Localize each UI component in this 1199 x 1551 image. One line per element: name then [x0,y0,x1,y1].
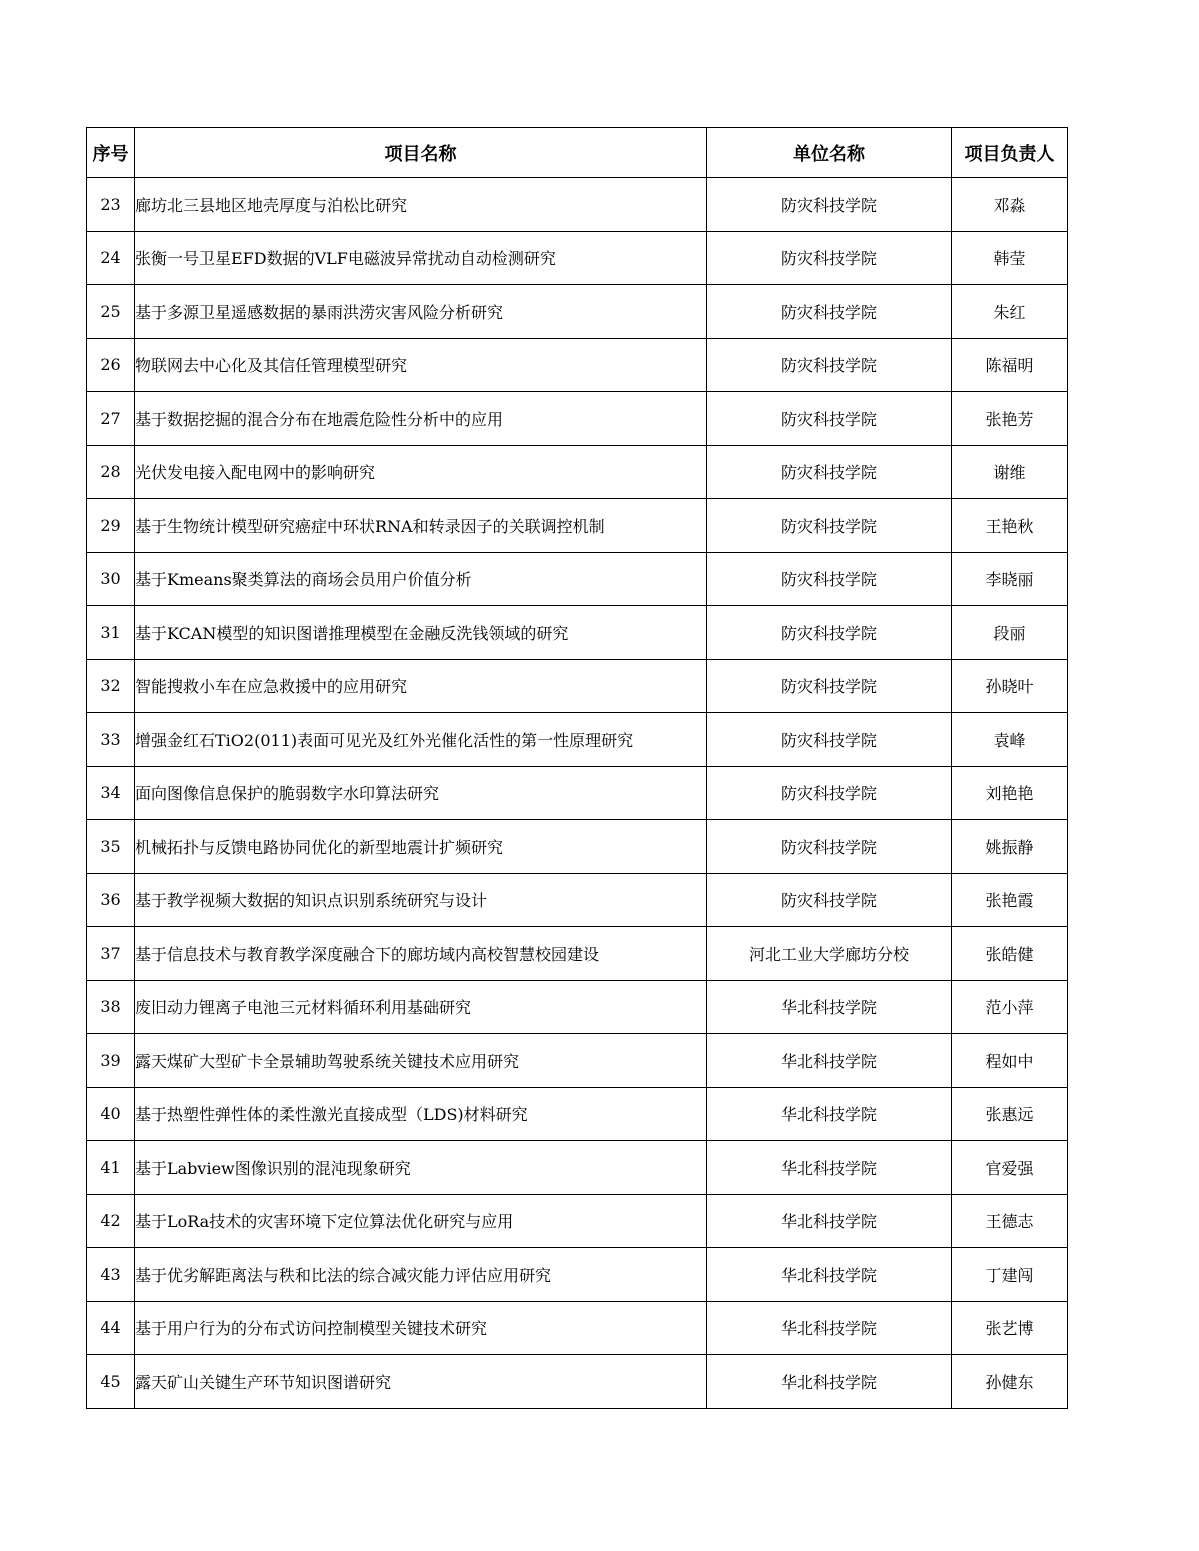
cell-index: 42 [87,1194,135,1248]
table-row [87,873,1068,927]
table-body [87,178,1068,1409]
table-row [87,927,1068,981]
cell-project-name: 废旧动力锂离子电池三元材料循环利用基础研究 [135,980,707,1034]
cell-project-name: 基于用户行为的分布式访问控制模型关键技术研究 [135,1301,707,1355]
table-row [87,285,1068,339]
table-row [87,820,1068,874]
cell-project-leader: 邓淼 [952,178,1068,232]
cell-index: 39 [87,1034,135,1088]
cell-index: 25 [87,285,135,339]
header-project-leader: 项目负责人 [952,128,1068,178]
cell-index: 26 [87,338,135,392]
cell-project-leader: 李晓丽 [952,552,1068,606]
cell-index: 38 [87,980,135,1034]
cell-unit-name: 华北科技学院 [707,980,952,1034]
cell-unit-name: 华北科技学院 [707,1301,952,1355]
cell-project-leader: 袁峰 [952,713,1068,767]
cell-unit-name: 华北科技学院 [707,1141,952,1195]
cell-project-name: 基于优劣解距离法与秩和比法的综合减灾能力评估应用研究 [135,1248,707,1302]
cell-index: 24 [87,231,135,285]
table-row [87,231,1068,285]
cell-project-leader: 孙晓叶 [952,659,1068,713]
table-row [87,713,1068,767]
cell-unit-name: 防灾科技学院 [707,338,952,392]
cell-project-name: 基于生物统计模型研究癌症中环状RNA和转录因子的关联调控机制 [135,499,707,553]
cell-index: 43 [87,1248,135,1302]
cell-project-name: 基于信息技术与教育教学深度融合下的廊坊域内高校智慧校园建设 [135,927,707,981]
table-row [87,606,1068,660]
cell-unit-name: 河北工业大学廊坊分校 [707,927,952,981]
cell-project-name: 机械拓扑与反馈电路协同优化的新型地震计扩频研究 [135,820,707,874]
cell-project-leader: 张艳霞 [952,873,1068,927]
cell-index: 45 [87,1355,135,1409]
cell-project-leader: 丁建闯 [952,1248,1068,1302]
cell-project-leader: 陈福明 [952,338,1068,392]
cell-project-leader: 朱红 [952,285,1068,339]
cell-unit-name: 防灾科技学院 [707,820,952,874]
cell-unit-name: 防灾科技学院 [707,873,952,927]
cell-project-leader: 程如中 [952,1034,1068,1088]
cell-index: 40 [87,1087,135,1141]
table-row [87,1248,1068,1302]
table-row [87,552,1068,606]
cell-project-leader: 张惠远 [952,1087,1068,1141]
cell-unit-name: 防灾科技学院 [707,766,952,820]
cell-unit-name: 防灾科技学院 [707,392,952,446]
cell-project-name: 基于多源卫星遥感数据的暴雨洪涝灾害风险分析研究 [135,285,707,339]
cell-project-name: 光伏发电接入配电网中的影响研究 [135,445,707,499]
cell-index: 23 [87,178,135,232]
cell-index: 32 [87,659,135,713]
cell-index: 35 [87,820,135,874]
cell-project-name: 基于数据挖掘的混合分布在地震危险性分析中的应用 [135,392,707,446]
cell-unit-name: 华北科技学院 [707,1087,952,1141]
cell-index: 29 [87,499,135,553]
header-project-name: 项目名称 [135,128,707,178]
cell-index: 44 [87,1301,135,1355]
table-row [87,1034,1068,1088]
cell-index: 34 [87,766,135,820]
cell-project-name: 智能搜救小车在应急救援中的应用研究 [135,659,707,713]
table-row [87,338,1068,392]
header-row [87,128,1068,178]
cell-index: 27 [87,392,135,446]
cell-unit-name: 防灾科技学院 [707,659,952,713]
cell-unit-name: 防灾科技学院 [707,445,952,499]
cell-project-leader: 王艳秋 [952,499,1068,553]
cell-project-name: 基于教学视频大数据的知识点识别系统研究与设计 [135,873,707,927]
table-row [87,766,1068,820]
cell-project-leader: 孙健东 [952,1355,1068,1409]
cell-project-name: 面向图像信息保护的脆弱数字水印算法研究 [135,766,707,820]
header-unit-name: 单位名称 [707,128,952,178]
cell-project-name: 露天煤矿大型矿卡全景辅助驾驶系统关键技术应用研究 [135,1034,707,1088]
cell-unit-name: 防灾科技学院 [707,285,952,339]
cell-project-leader: 张艺博 [952,1301,1068,1355]
table-row [87,445,1068,499]
cell-project-name: 露天矿山关键生产环节知识图谱研究 [135,1355,707,1409]
cell-unit-name: 防灾科技学院 [707,499,952,553]
table-row [87,980,1068,1034]
cell-project-leader: 谢维 [952,445,1068,499]
table-row [87,499,1068,553]
cell-unit-name: 防灾科技学院 [707,231,952,285]
cell-index: 31 [87,606,135,660]
cell-project-name: 廊坊北三县地区地壳厚度与泊松比研究 [135,178,707,232]
cell-unit-name: 防灾科技学院 [707,606,952,660]
cell-project-leader: 王德志 [952,1194,1068,1248]
table-row [87,392,1068,446]
cell-project-name: 基于热塑性弹性体的柔性激光直接成型（LDS)材料研究 [135,1087,707,1141]
cell-index: 28 [87,445,135,499]
cell-project-leader: 韩莹 [952,231,1068,285]
cell-project-name: 基于Labview图像识别的混沌现象研究 [135,1141,707,1195]
cell-project-name: 基于LoRa技术的灾害环境下定位算法优化研究与应用 [135,1194,707,1248]
table-row [87,1194,1068,1248]
cell-project-leader: 段丽 [952,606,1068,660]
cell-project-name: 基于Kmeans聚类算法的商场会员用户价值分析 [135,552,707,606]
cell-unit-name: 华北科技学院 [707,1034,952,1088]
cell-unit-name: 华北科技学院 [707,1194,952,1248]
cell-project-name: 增强金红石TiO2(011)表面可见光及红外光催化活性的第一性原理研究 [135,713,707,767]
cell-index: 33 [87,713,135,767]
cell-project-leader: 范小萍 [952,980,1068,1034]
cell-project-name: 基于KCAN模型的知识图谱推理模型在金融反洗钱领域的研究 [135,606,707,660]
cell-index: 36 [87,873,135,927]
cell-unit-name: 防灾科技学院 [707,713,952,767]
header-index: 序号 [87,128,135,178]
cell-index: 41 [87,1141,135,1195]
cell-project-leader: 张艳芳 [952,392,1068,446]
cell-unit-name: 华北科技学院 [707,1248,952,1302]
cell-project-leader: 刘艳艳 [952,766,1068,820]
project-table [86,127,1068,1409]
cell-project-leader: 张皓健 [952,927,1068,981]
cell-unit-name: 华北科技学院 [707,1355,952,1409]
table-row [87,1141,1068,1195]
table-row [87,659,1068,713]
cell-unit-name: 防灾科技学院 [707,178,952,232]
table-row [87,1301,1068,1355]
table-row [87,178,1068,232]
table-header [87,128,1068,178]
cell-project-name: 物联网去中心化及其信任管理模型研究 [135,338,707,392]
table-row [87,1087,1068,1141]
cell-project-leader: 官爱强 [952,1141,1068,1195]
cell-unit-name: 防灾科技学院 [707,552,952,606]
cell-project-name: 张衡一号卫星EFD数据的VLF电磁波异常扰动自动检测研究 [135,231,707,285]
cell-project-leader: 姚振静 [952,820,1068,874]
table-row [87,1355,1068,1409]
cell-index: 37 [87,927,135,981]
cell-index: 30 [87,552,135,606]
